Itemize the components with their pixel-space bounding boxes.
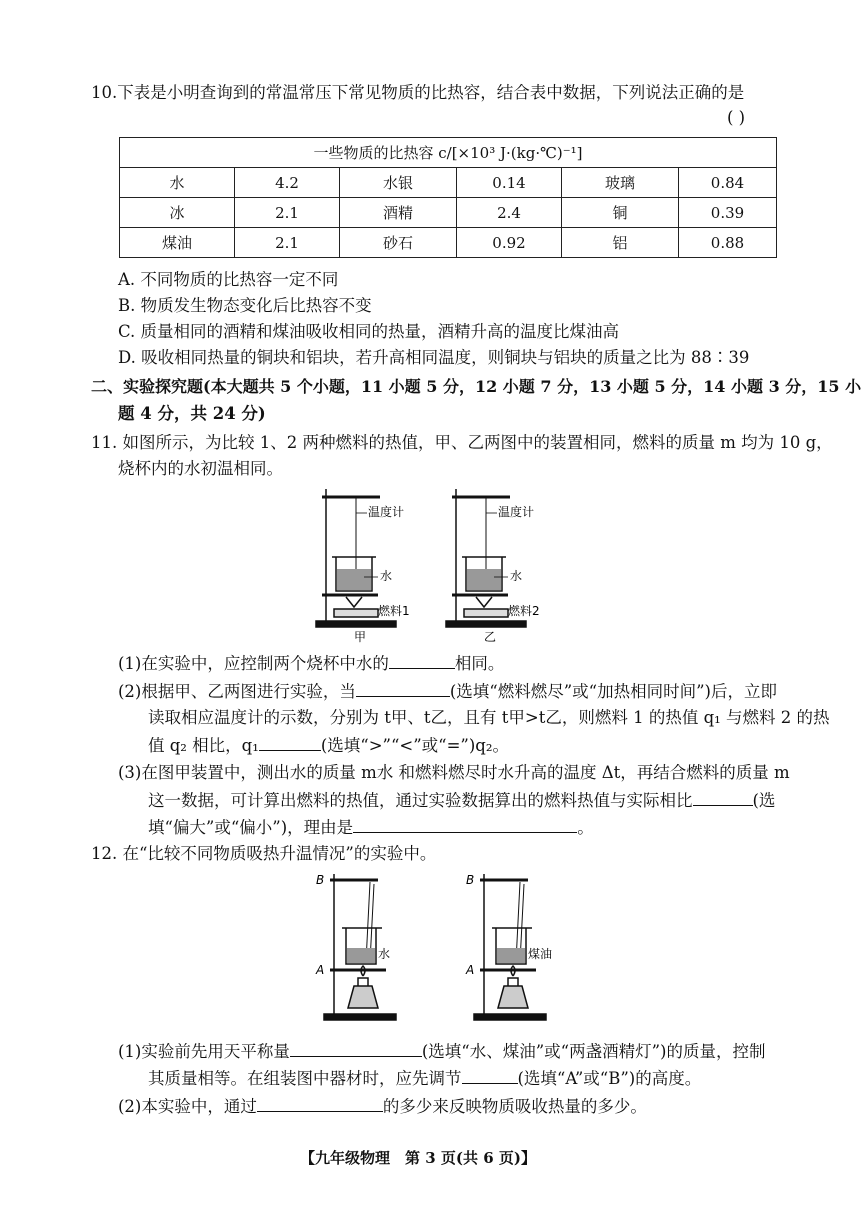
answer-blank[interactable] (353, 816, 577, 833)
q11-part2-l3 (148, 734, 509, 757)
q10-option-a: A. 不同物质的比热容一定不同 (118, 270, 339, 289)
cell: 2.1 (235, 228, 340, 258)
cell: 0.88 (679, 228, 777, 258)
cell: 0.92 (457, 228, 562, 258)
q11-part1 (118, 652, 504, 675)
section-heading: 二、实验探究题(本大题共 5 个小题，11 小题 5 分，12 小题 7 分，13 小题 5 分，14 小题 3 分，15 小 (91, 377, 862, 396)
q12-part1-l1 (118, 1040, 766, 1063)
cell: 0.39 (679, 198, 777, 228)
label-thermometer: 温度计 (368, 505, 405, 519)
q12-stem: 12. 在“比较不同物质吸热升温情况”的实验中。 (91, 844, 437, 863)
cell: 煤油 (120, 228, 235, 258)
section-heading-cont: 题 4 分，共 24 分) (118, 404, 266, 423)
q11-part2-text: (2)根据甲、乙两图进行实验，当 (118, 682, 356, 701)
cell: 2.4 (457, 198, 562, 228)
table-title: 一些物质的比热容 c/[×10³ J·(kg·℃)⁻¹] (120, 138, 777, 168)
cell: 4.2 (235, 168, 340, 198)
q11-part1-text-end: 相同。 (454, 654, 505, 673)
q11-part2-text-end: (选填“燃料燃尽”或“加热相同时间”)后，立即 (449, 682, 777, 701)
table-row (120, 228, 777, 258)
label-water-2: 水 (510, 569, 523, 583)
specific-heat-table (119, 137, 777, 258)
q12-part1-text: (1)实验前先用天平称量 (118, 1042, 290, 1061)
q11-stem: 11. 如图所示，为比较 1、2 两种燃料的热值，甲、乙两图中的装置相同，燃料的质量 m 均为 10 g， (91, 433, 833, 452)
q12-part2 (118, 1095, 647, 1118)
label-A-2: A (466, 963, 475, 977)
cell: 水 (120, 168, 235, 198)
q11-part2-l3-text-end: (选填“>”“<”或“=”)q₂。 (320, 736, 509, 755)
q10-option-c: C. 质量相同的酒精和煤油吸收相同的热量，酒精升高的温度比煤油高 (118, 322, 620, 341)
table-row (120, 198, 777, 228)
cell: 0.84 (679, 168, 777, 198)
cell: 铝 (562, 228, 679, 258)
label-thermometer-2: 温度计 (498, 505, 535, 519)
q11-part3-l3-text-end: 。 (577, 818, 594, 837)
q11-part3-l2-text: 这一数据，可计算出燃料的热值，通过实验数据算出的燃料热值与实际相比 (148, 791, 693, 810)
q12-part2-text-end: 的多少来反映物质吸收热量的多少。 (382, 1097, 647, 1116)
answer-blank[interactable] (356, 680, 450, 697)
answer-blank[interactable] (462, 1067, 518, 1084)
q11-part3-l3 (148, 816, 594, 839)
q11-part3-l2-text-end: (选 (752, 791, 776, 810)
q12-figure (312, 870, 582, 1030)
cell: 冰 (120, 198, 235, 228)
label-fuel1: 燃料1 (378, 604, 410, 618)
cell: 玻璃 (562, 168, 679, 198)
cell: 2.1 (235, 198, 340, 228)
caption-yi: 乙 (484, 630, 497, 644)
q12-part1-l2-text-end: (选填“A”或“B”)的高度。 (517, 1069, 702, 1088)
q11-part2-l2: 读取相应温度计的示数，分别为 t甲、t乙，且有 t甲>t乙，则燃料 1 的热值 q₁ 与燃料 2 的热 (148, 708, 830, 727)
cell: 砂石 (340, 228, 457, 258)
q10-option-d: D. 吸收相同热量的铜块和铝块，若升高相同温度，则铜块与铝块的质量之比为 88∶39 (118, 348, 750, 367)
label-A: A (316, 963, 325, 977)
q11-part3-l2 (148, 789, 775, 812)
q10-answer-paren: ( ) (727, 108, 746, 127)
q11-part3-l3-text: 填“偏大”或“偏小”)，理由是 (148, 818, 354, 837)
q11-part1-text: (1)在实验中，应控制两个烧杯中水的 (118, 654, 389, 673)
cell: 酒精 (340, 198, 457, 228)
cell: 水银 (340, 168, 457, 198)
label-water-12: 水 (378, 947, 391, 961)
answer-blank[interactable] (389, 652, 455, 669)
caption-jia: 甲 (354, 630, 367, 644)
q12-part1-l2-text: 其质量相等。在组装图中器材时，应先调节 (148, 1069, 462, 1088)
label-fuel2: 燃料2 (508, 604, 540, 618)
answer-blank[interactable] (693, 789, 753, 806)
q11-part2-l3-text: 值 q₂ 相比，q₁ (148, 736, 259, 755)
q12-part2-text: (2)本实验中，通过 (118, 1097, 257, 1116)
table-row (120, 168, 777, 198)
q12-part1-text-end: (选填“水、煤油”或“两盏酒精灯”)的质量，控制 (421, 1042, 766, 1061)
answer-blank[interactable] (257, 1095, 383, 1112)
cell: 铜 (562, 198, 679, 228)
label-B-2: B (466, 873, 475, 887)
label-B: B (316, 873, 325, 887)
answer-blank[interactable] (290, 1040, 422, 1057)
cell: 0.14 (457, 168, 562, 198)
q11-part2-l1 (118, 680, 777, 703)
page-footer: 【九年级物理 第 3 页(共 6 页)】 (300, 1149, 536, 1167)
q10-option-b: B. 物质发生物态变化后比热容不变 (118, 296, 372, 315)
label-kerosene: 煤油 (528, 947, 553, 961)
label-water: 水 (380, 569, 393, 583)
q11-stem-cont: 烧杯内的水初温相同。 (118, 459, 283, 478)
q10-stem: 10.下表是小明查询到的常温常压下常见物质的比热容，结合表中数据，下列说法正确的是 (91, 83, 745, 102)
answer-blank[interactable] (259, 734, 321, 751)
q11-figure (312, 485, 572, 645)
q12-part1-l2 (148, 1067, 701, 1090)
q11-part3-l1: (3)在图甲装置中，测出水的质量 m水 和燃料燃尽时水升高的温度 Δt，再结合燃料的质量 m (118, 763, 790, 782)
